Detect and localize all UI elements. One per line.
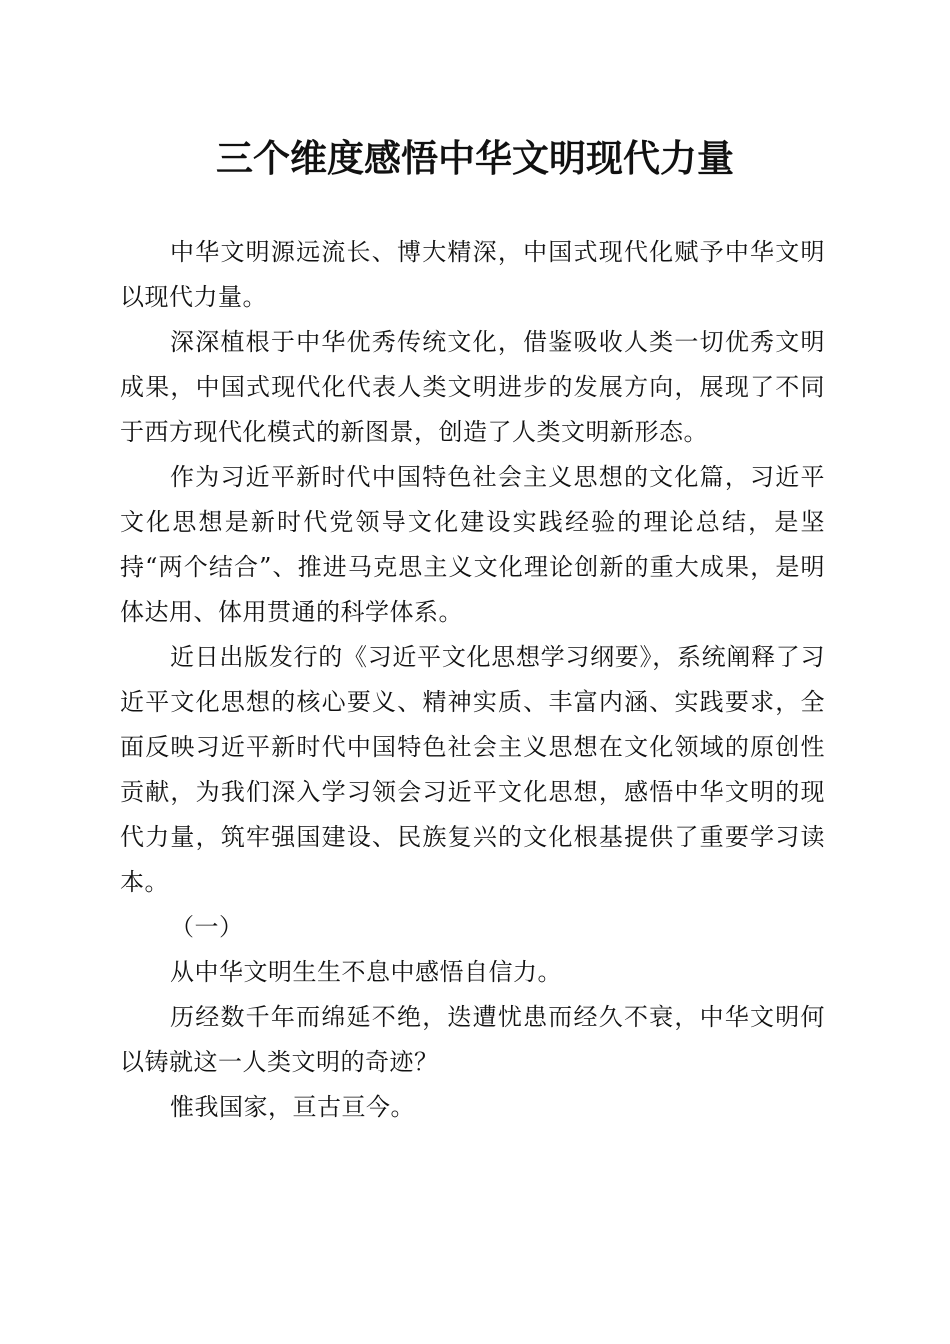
section-number: （一） [170,913,244,941]
paragraph-cultural-thought: 作为习近平新时代中国特色社会主义思想的文化篇，习近平文化思想是新时代党领导文化建设实践经验的理论总结，是坚持“两个结合”、推进马克思主义文化理论创新的重大成果，是明体达用、体用贯通的科学体系。 [120,463,825,626]
document-title: 三个维度感悟中华文明现代力量 [216,136,734,180]
paragraph-study-outline: 近日出版发行的《习近平文化思想学习纲要》，系统阐释了习近平文化思想的核心要义、精神实质、丰富内涵、实践要求，全面反映习近平新时代中国特色社会主义思想在文化领域的原创性贡献，为我们深入学习领会习近平文化思想，感悟中华文明的现代力量，筑牢强国建设、民族复兴的文化根基提供了重要学习读本。 [120,643,825,896]
document-body [120,230,825,1130]
paragraph-civilization-form: 深深植根于中华优秀传统文化，借鉴吸收人类一切优秀文明成果，中国式现代化代表人类文明进步的发展方向，展现了不同于西方现代化模式的新图景，创造了人类文明新形态。 [120,328,825,446]
paragraph-closing: 惟我国家，亘古亘今。 [170,1093,415,1121]
paragraph-intro: 中华文明源远流长、博大精深，中国式现代化赋予中华文明以现代力量。 [120,238,825,311]
section-heading: 从中华文明生生不息中感悟自信力。 [170,958,562,986]
paragraph-question: 历经数千年而绵延不绝，迭遭忧患而经久不衰，中华文明何以铸就这一人类文明的奇迹？ [120,1003,825,1076]
